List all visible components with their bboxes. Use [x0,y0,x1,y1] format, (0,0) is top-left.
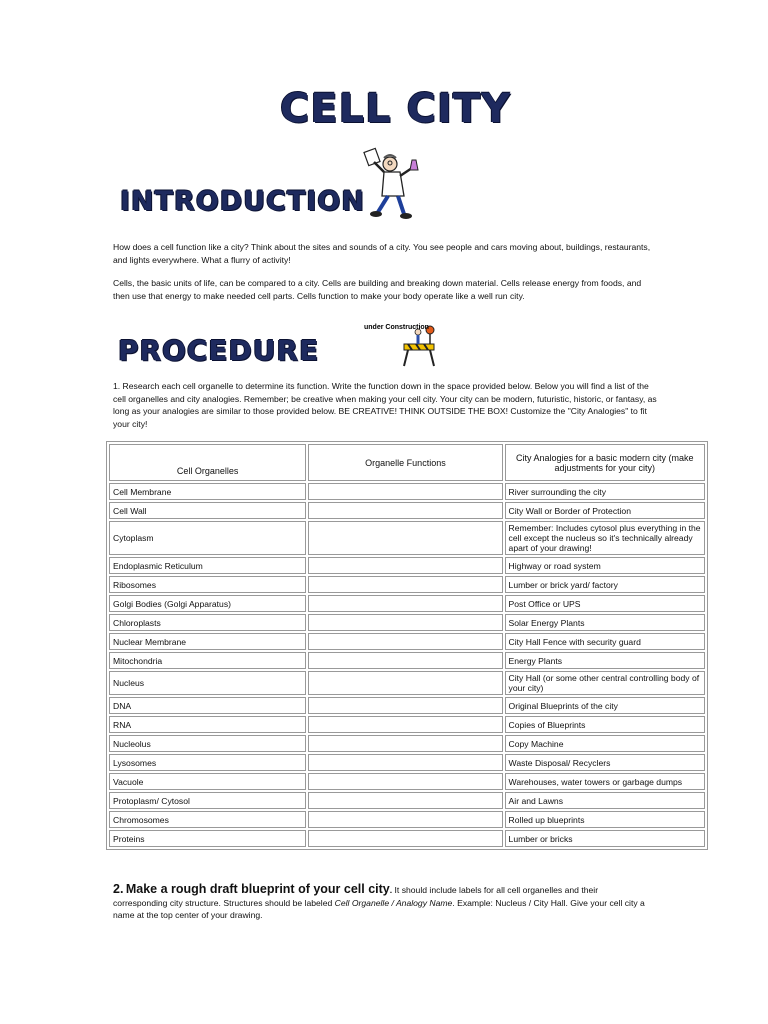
organelle-cell: Cell Wall [109,502,306,519]
procedure-heading: PROCEDURE [118,334,320,367]
table-row [109,502,705,519]
intro-paragraph-2: Cells, the basic units of life, can be compared to a city. Cells are building and breaking down material. Cells release energy from foods, and then use that energy to make needed cell parts. Cells function to make your body operate like a well run city. [113,278,642,301]
header-cell-organelles: Cell Organelles [109,444,306,481]
function-input-cell[interactable] [308,735,502,752]
analogy-cell: Highway or road system [505,557,705,574]
table-row [109,557,705,574]
under-construction-label: under Construction [364,324,429,331]
table-row [109,773,705,790]
analogy-cell: Copy Machine [505,735,705,752]
introduction-heading: INTRODUCTION [120,186,365,217]
procedure-step-1: 1. Research each cell organelle to determine its function. Write the function down in the space provided below. Below you will find a list of the cell organelles and city analogies. Remember; be creative when making your cell city. Your city can be modern, futuristic, historic, or fantasy, as long as your analogies are similar to those provided below. BE CREATIVE! THINK OUTSIDE THE BOX! Customize the "City Analogies" to fit your city! [113,381,657,429]
organelle-cell: RNA [109,716,306,733]
table-row [109,576,705,593]
under-construction-clipart [360,322,442,368]
table-row [109,830,705,847]
organelle-cell: Mitochondria [109,652,306,669]
step-2-lead-end: . [389,885,393,895]
table-row [109,671,705,695]
organelle-cell: DNA [109,697,306,714]
step-2-lead: Make a rough draft blueprint of your cell city [125,882,390,896]
step-2-text-1: It should include labels for all cell organelles and their corresponding city structure. Structures should be labeled [113,885,599,908]
organelle-cell: Vacuole [109,773,306,790]
table-row [109,735,705,752]
analogy-cell: Post Office or UPS [505,595,705,612]
function-input-cell[interactable] [308,595,502,612]
organelle-cell: Ribosomes [109,576,306,593]
header-city-analogies: City Analogies for a basic modern city (make adjustments for your city) [505,444,705,481]
function-input-cell[interactable] [308,576,502,593]
function-input-cell[interactable] [308,671,502,695]
analogy-cell: Copies of Blueprints [505,716,705,733]
analogy-cell: Remember: Includes cytosol plus everything in the cell except the nucleus so it's technically already apart of your drawing! [505,521,705,555]
analogy-cell: City Hall Fence with security guard [505,633,705,650]
function-input-cell[interactable] [308,502,502,519]
analogy-cell: Warehouses, water towers or garbage dumps [505,773,705,790]
analogy-cell: Rolled up blueprints [505,811,705,828]
function-input-cell[interactable] [308,792,502,809]
table-header-row [109,444,705,481]
organelle-cell: Cell Membrane [109,483,306,500]
function-input-cell[interactable] [308,652,502,669]
organelle-cell: Nucleolus [109,735,306,752]
table-row [109,521,705,555]
analogy-cell: Energy Plants [505,652,705,669]
organelle-cell: Endoplasmic Reticulum [109,557,306,574]
header-organelle-functions: Organelle Functions [308,444,502,481]
intro-paragraph-1: How does a cell function like a city? Think about the sites and sounds of a city. You see people and cars moving about, buildings, restaurants, and lights everywhere. What a flurry of activity! [113,242,651,265]
page-title: CELL CITY [280,86,512,132]
function-input-cell[interactable] [308,811,502,828]
step-2-italic: Cell Organelle / Analogy Name [334,897,453,908]
procedure-step-2 [113,883,653,922]
analogy-cell: Original Blueprints of the city [505,697,705,714]
organelle-cell: Nuclear Membrane [109,633,306,650]
organelle-cell: Proteins [109,830,306,847]
function-input-cell[interactable] [308,557,502,574]
function-input-cell[interactable] [308,773,502,790]
table-row [109,697,705,714]
organelle-cell: Protoplasm/ Cytosol [109,792,306,809]
table-row [109,716,705,733]
step-2-text-2: . Example: Nucleus / City Hall. Give your cell city a name at the top center of your drawing. [113,897,645,920]
analogy-cell: Waste Disposal/ Recyclers [505,754,705,771]
function-input-cell[interactable] [308,633,502,650]
function-input-cell[interactable] [308,614,502,631]
table-row [109,633,705,650]
function-input-cell[interactable] [308,697,502,714]
analogy-cell: City Wall or Border of Protection [505,502,705,519]
table-row [109,754,705,771]
table-row [109,614,705,631]
table-row [109,652,705,669]
organelle-cell: Golgi Bodies (Golgi Apparatus) [109,595,306,612]
analogy-cell: Solar Energy Plants [505,614,705,631]
organelle-cell: Cytoplasm [109,521,306,555]
table-row [109,483,705,500]
analogy-cell: Air and Lawns [505,792,705,809]
analogy-cell: City Hall (or some other central controlling body of your city) [505,671,705,695]
scientist-clipart [360,146,432,222]
organelle-cell: Lysosomes [109,754,306,771]
function-input-cell[interactable] [308,754,502,771]
function-input-cell[interactable] [308,830,502,847]
organelle-cell: Chromosomes [109,811,306,828]
function-input-cell[interactable] [308,716,502,733]
organelle-table [106,441,708,850]
analogy-cell: Lumber or bricks [505,830,705,847]
organelle-cell: Nucleus [109,671,306,695]
function-input-cell[interactable] [308,521,502,555]
table-row [109,595,705,612]
table-row [109,811,705,828]
table-row [109,792,705,809]
organelle-cell: Chloroplasts [109,614,306,631]
analogy-cell: River surrounding the city [505,483,705,500]
function-input-cell[interactable] [308,483,502,500]
analogy-cell: Lumber or brick yard/ factory [505,576,705,593]
step-2-number: 2. [113,882,124,896]
